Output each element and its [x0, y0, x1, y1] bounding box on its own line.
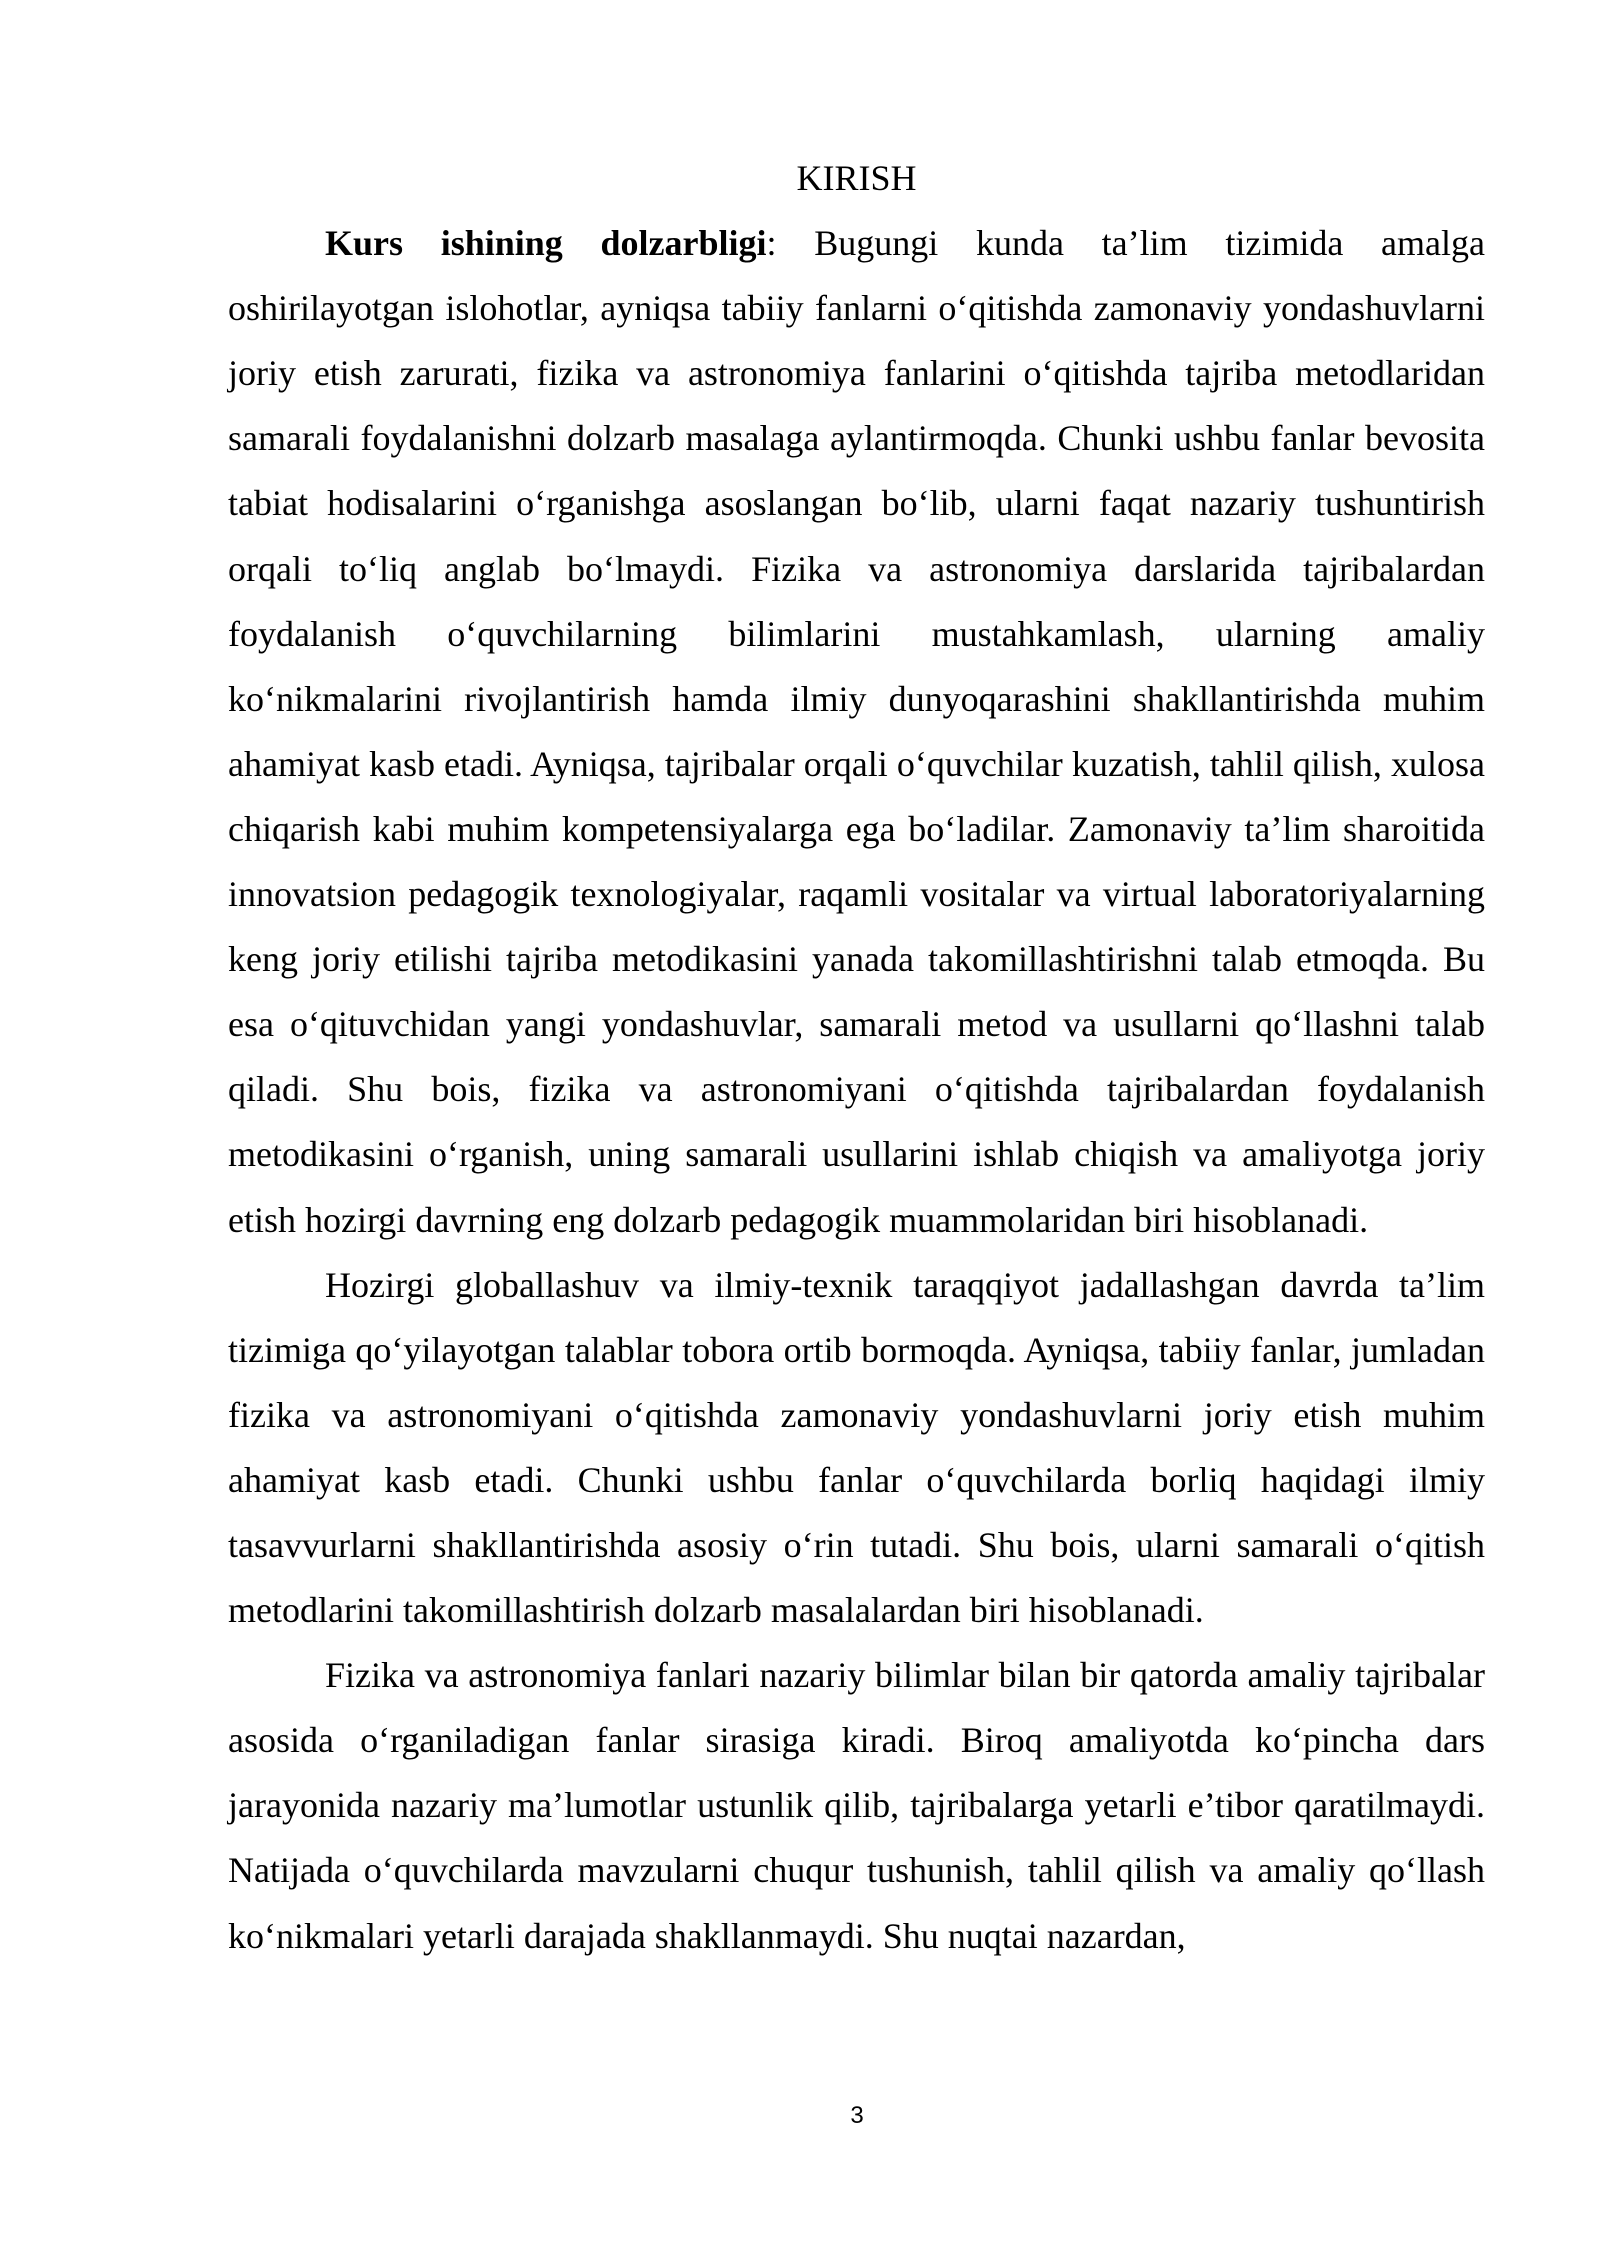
paragraph-relevance — [228, 211, 1485, 1253]
paragraph-lead-term: Kurs ishining dolzarbligi — [325, 223, 767, 264]
paragraph-globalization: Hozirgi globallashuv va ilmiy-texnik taraqqiyot jadallashgan davrda ta’lim tizimiga qo‘yilayotgan talablar tobora ortib bormoqda. Ayniqsa, tabiiy fanlar, jumladan fizika va astronomiyani o‘qitishda zamonaviy yondashuvlarni joriy etish muhim ahamiyat kasb etadi. Chunki ushbu fanlar o‘quvchilarda borliq haqidagi ilmiy tasavvurlarni shakllantirishda asosiy o‘rin tutadi. Shu bois, ularni samarali o‘qitish metodlarini takomillashtirish dolzarb masalalardan biri hisoblanadi. — [228, 1264, 1485, 1631]
section-heading: KIRISH — [796, 158, 917, 198]
lead-colon: : — [766, 223, 777, 264]
page-number: 3 — [850, 2102, 864, 2129]
paragraph-physics-astronomy: Fizika va astronomiya fanlari nazariy bilimlar bilan bir qatorda amaliy tajribalar asosida o‘rganiladigan fanlar sirasiga kiradi. Biroq amaliyotda ko‘pincha dars jarayonida nazariy ma’lumotlar ustunlik qilib, tajribalarga yetarli e’tibor qaratilmaydi. Natijada o‘quvchilarda mavzularni chuqur tushunish, tahlil qilish va amaliy qo‘llash ko‘nikmalari yetarli darajada shakllanmaydi. Shu nuqtai nazardan, — [228, 1655, 1485, 1956]
paragraph-text: Bugungi kunda ta’lim tizimida amalga oshirilayotgan islohotlar, ayniqsa tabiiy fanlarni o‘qitishda zamonaviy yondashuvlarni joriy etish zarurati, fizika va astronomiya fanlarini o‘qitishda tajriba metodlaridan samarali foydalanishni dolzarb masalaga aylantirmoqda. Chunki ushbu fanlar bevosita tabiat hodisalarini o‘rganishga asoslangan bo‘lib, ularni faqat nazariy tushuntirish orqali to‘liq anglab bo‘lmaydi. Fizika va astronomiya darslarida tajribalardan foydalanish o‘quvchilarning bilimlarini mustahkamlash, ularning amaliy ko‘nikmalarini rivojlantirish hamda ilmiy dunyoqarashini shakllantirishda muhim ahamiyat kasb etadi. Ayniqsa, tajribalar orqali o‘quvchilar kuzatish, tahlil qilish, xulosa chiqarish kabi muhim kompetensiyalarga ega bo‘ladilar. Zamonaviy ta’lim sharoitida innovatsion pedagogik texnologiyalar, raqamli vositalar va virtual laboratoriyalarning keng joriy etilishi tajriba metodikasini yanada takomillashtirishni talab etmoqda. Bu esa o‘qituvchidan yangi yondashuvlar, samarali metod va usullarni qo‘llashni talab qiladi. Shu bois, fizika va astronomiyani o‘qitishda tajribalardan foydalanish metodikasini o‘rganish, uning samarali usullarini ishlab chiqish va amaliyotga joriy etish hozirgi davrning eng dolzarb pedagogik muammolaridan biri hisoblanadi. — [228, 223, 1485, 1240]
document-body — [228, 146, 1485, 1969]
